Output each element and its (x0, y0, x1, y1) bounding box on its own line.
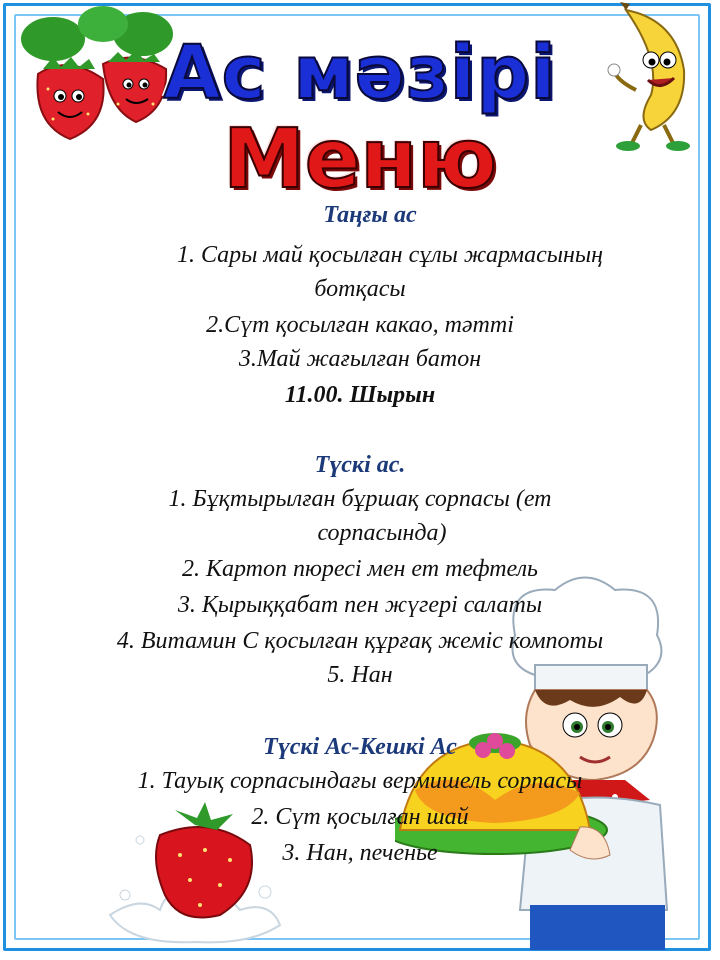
breakfast-heading: Таңғы ас (323, 202, 417, 228)
snack-line: 11.00. Шырын (284, 382, 436, 408)
menu-item: 3.Май жағылған батон (238, 346, 482, 372)
menu-item: 1. Сары май қосылған сұлы жармасының (176, 242, 604, 268)
menu-item: 5. Нан (327, 662, 393, 688)
title-line-1: Ас мәзірі (163, 30, 557, 116)
menu-item: 2. Сүт қосылған шай (251, 804, 469, 830)
menu-item: 1. Тауық сорпасындағы вермишель сорпасы (137, 768, 583, 794)
menu-item: сорпасында) (317, 520, 447, 546)
menu-item: 3. Нан, печенье (282, 840, 438, 866)
afternoon-heading: Түскі Ас-Кешкі Ас (263, 734, 457, 760)
menu-item: 1. Бұқтырылған бұршақ сорпасы (ет (168, 486, 552, 512)
menu-item: 2.Сүт қосылған какао, тәтті (206, 312, 514, 338)
menu-item: 4. Витамин С қосылған құрғақ жеміс компоты (116, 628, 604, 654)
menu-item: 3. Қырыққабат пен жүгері салаты (177, 592, 543, 618)
title-line-2: Меню (223, 112, 497, 207)
menu-item: ботқасы (314, 276, 406, 302)
menu-item: 2. Картоп пюресі мен ет тефтель (182, 556, 538, 582)
lunch-heading: Түскі ас. (314, 452, 406, 478)
